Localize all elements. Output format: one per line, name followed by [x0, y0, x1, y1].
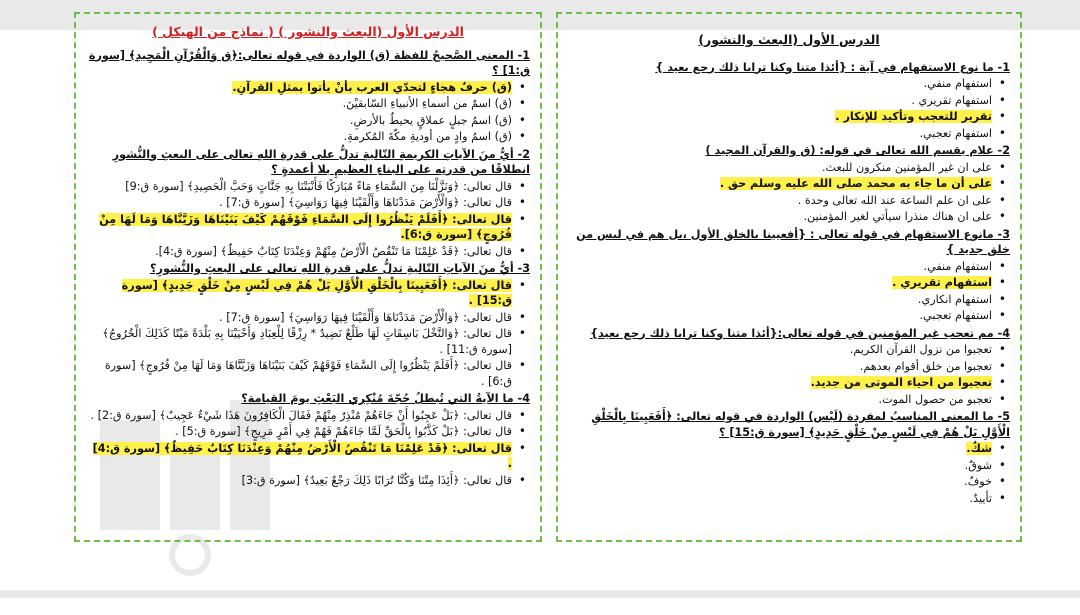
answer-option-correct: • استفهام تقريري .	[568, 275, 992, 291]
answer-option: • استفهام منفي.	[568, 259, 992, 275]
question-text: 4- مم تعجب غير المؤمنين في قوله تعالى:{أئذا متنا وكنا ترابا ذلك رجع بعيد}	[590, 326, 1010, 340]
answer-option-correct: • شكٌ.	[568, 441, 992, 457]
answer-option: • قال تعالى: ﴿وَالنَّخْلَ بَاسِقَاتٍ لَهَا طَلْعٌ نَضِيدٌ * رِزْقًا لِلْعِبَادِ وَأَحْيَيْنَا بِهِ بَلْدَةً مَيْتًا كَذَلِكَ الْخُرُوجُ﴾ [سورة ق:11] .	[86, 326, 512, 357]
next-page-edge	[0, 598, 1080, 615]
question-text: 3- مانوع الاستفهام في قوله تعالى : {أفعيينا بالخلق الأول ،بل هم في لبس من خلق جديد }	[576, 227, 1010, 256]
answer-option: • قال تعالى: ﴿وَالْأَرْضَ مَدَدْنَاهَا وَأَلْقَيْنَا فِيهَا رَوَاسِيَ﴾ [سورة ق:7] .	[86, 195, 512, 211]
answer-options	[86, 408, 530, 489]
right-question-list	[568, 60, 1010, 507]
question-text: 5- ما المعنى المناسبُ لمفردة (لَبْس) الواردة في قوله تعالى: ﴿أَفَعَيِينَا بِالْخَلْقِ الْأَوَّلِ بَلْ هُمْ فِي لَبْسٍ مِنْ خَلْقٍ جَدِيدٍ﴾ [سورة ق:15] ؟	[591, 410, 1010, 439]
answer-option: • استفهام تعجبي.	[568, 308, 992, 324]
answer-option: • (ق) اسمٌ من أسماءِ الأنبياءِ السّابقيْنَ.	[86, 96, 512, 112]
answer-option: • على ان غير المؤمنين منكرون للبعث.	[568, 160, 992, 176]
answer-option-correct: • قال تعالى: ﴿قَدْ عَلِمْنَا مَا تَنْقُصُ الْأَرْضُ مِنْهُمْ وَعِنْدَنَا كِتَابٌ حَفِيظٌ﴾ [سورة ق:4] .	[86, 441, 512, 472]
answer-option: • (ق) اسمُ جبلٍ عملاقٍ يحيطُ بالأرضِ.	[86, 113, 512, 129]
answer-option: • استفهام تقريري .	[568, 93, 992, 109]
answer-options	[86, 179, 530, 260]
answer-option: • قال تعالى: ﴿وَالْأَرْضَ مَدَدْنَاهَا وَأَلْقَيْنَا فِيهَا رَوَاسِيَ﴾ [سورة ق:7] .	[86, 310, 512, 326]
answer-option: • (ق) اسمُ وادٍ من أوديةِ مكّةَ المُكرمةِ.	[86, 129, 512, 145]
answer-option: • قال تعالى: ﴿بَلْ كَذَّبُوا بِالْحَقِّ لَمَّا جَاءَهُمْ فَهُمْ فِي أَمْرٍ مَرِيجٍ﴾ [سورة ق:5] .	[86, 424, 512, 440]
answer-option: • على ان هناك منذرا سيأتي لغير المؤمنين.	[568, 209, 992, 225]
answer-option: • خوفٌ.	[568, 474, 992, 490]
question-text: 3- أيُّ منَ الآياتِ التّاليةِ تدلُّ على قدرةِ اللهِ تعالى على البعثِ والنُّشورِ؟	[150, 262, 530, 275]
answer-option: • استفهام منفي.	[568, 76, 992, 92]
answer-options	[568, 160, 1010, 225]
answer-option: • تعجبوا من نزول القرآن الكريم.	[568, 342, 992, 358]
answer-options	[86, 278, 530, 390]
answer-option-correct: • تعجبوا من احياء الموتى من جديد.	[568, 375, 992, 391]
answer-options	[86, 80, 530, 145]
answer-option-correct: • على أن ما جاء به محمد صلى الله عليه وسلم حق .	[568, 176, 992, 192]
right-panel-title: الدرس الأول (البعث والنشور)	[698, 32, 880, 47]
answer-option: • قال تعالى: ﴿أَفَلَمْ يَنْظُرُوا إِلَى السَّمَاءِ فَوْقَهُمْ كَيْفَ بَنَيْنَاهَا وَزَيَّنَّاهَا وَمَا لَهَا مِنْ فُرُوجٍ﴾ [سورة ق:6] .	[86, 358, 512, 389]
answer-option: • قال تعالى: ﴿قَدْ عَلِمْنَا مَا تَنْقُصُ الْأَرْضُ مِنْهُمْ وَعِنْدَنَا كِتَابٌ حَفِيظٌ﴾ [سورة ق:4].	[86, 244, 512, 260]
answer-option: • تعجبو من حصول الموت.	[568, 392, 992, 408]
answer-options	[568, 441, 1010, 506]
answer-options	[568, 259, 1010, 324]
answer-option: • قال تعالى: ﴿أَئِذَا مِتْنَا وَكُنَّا تُرَابًا ذَلِكَ رَجْعٌ بَعِيدٌ﴾ [سورة ق:3]	[86, 473, 512, 489]
question-text: 4- ما الآيةُ التي تُبطلُ حُجّةَ مُنْكِري البَعْثِ يومَ القيامة؟	[241, 392, 530, 405]
left-question-list	[86, 48, 530, 489]
answer-option: • استفهام انكاري.	[568, 292, 992, 308]
answer-option-correct: • (ق) حرفٌ هجاءٍ لتحدّي العرب بأنْ يأتوا بمثلِ القرآنِ.	[86, 80, 512, 96]
answer-option: • تأييدٌ.	[568, 491, 992, 507]
answer-option-correct: • تقرير للتعجب وتأكيد للإنكار .	[568, 109, 992, 125]
answer-option: • على ان علم الساعة عند الله تعالى وحدة .	[568, 193, 992, 209]
answer-option: • قال تعالى: ﴿بَلْ عَجِبُوا أَنْ جَاءَهُمْ مُنْذِرٌ مِنْهُمْ فَقَالَ الْكَافِرُونَ هَذَا شَيْءٌ عَجِيبٌ﴾ [سورة ق:2] .	[86, 408, 512, 424]
left-panel-title: الدرس الأول (البعث والنشور ) ( نماذج من الهيكل )	[152, 24, 464, 39]
right-panel	[556, 12, 1022, 542]
answer-option: • تعجبوا من خلق أقوام بعدهم.	[568, 359, 992, 375]
question-text: 1- المعنى الصَّحيحُ للفظة (ق) الواردة في قوله تعالى:﴿ق وَالْقُرْآنِ الْمَجِيدِ﴾ [سورة ق:1] ؟	[88, 48, 530, 77]
answer-option: • استفهام تعجبي.	[568, 126, 992, 142]
answer-option: • قال تعالى: ﴿وَنَزَّلْنَا مِنَ السَّمَاءِ مَاءً مُبَارَكًا فَأَنْبَتْنَا بِهِ جَنَّاتٍ وَحَبَّ الْحَصِيدِ﴾ [سورة ق:9]	[86, 179, 512, 195]
answer-option-correct: • قال تعالى: ﴿أَفَعَيِينَا بِالْخَلْقِ الْأَوَّلِ بَلْ هُمْ فِي لَبْسٍ مِنْ خَلْقٍ جَدِيدٍ﴾ [سورة ق:15] .	[86, 278, 512, 309]
answer-option: • شوقٌ.	[568, 458, 992, 474]
question-text: 2- أيُّ منَ الآياتِ الكريمةِ التّاليةِ تدلُّ على قدرةِ اللهِ تعالى على البعثِ والنُّشورِ انطلاقًا من قدرتِه على البناءِ العظيمِ بلا أعمدةٍ ؟	[112, 147, 530, 176]
question-text: 1- ما نوع الاستفهام في آية : {أئذا متنا وكنا ترابا ذلك رجع بعيد }	[655, 60, 1010, 74]
answer-options	[568, 342, 1010, 407]
question-text: 2- علام يقسم الله تعالى في قوله: (ق والقرآن المجيد )	[705, 144, 1010, 157]
left-panel	[74, 12, 542, 542]
answer-options	[568, 76, 1010, 141]
answer-option-correct: • قال تعالى: ﴿أَفَلَمْ يَنْظُرُوا إِلَى السَّمَاءِ فَوْقَهُمْ كَيْفَ بَنَيْنَاهَا وَزَيَّنَّاهَا وَمَا لَهَا مِنْ فُرُوجٍ﴾ [سورة ق:6].	[86, 212, 512, 243]
